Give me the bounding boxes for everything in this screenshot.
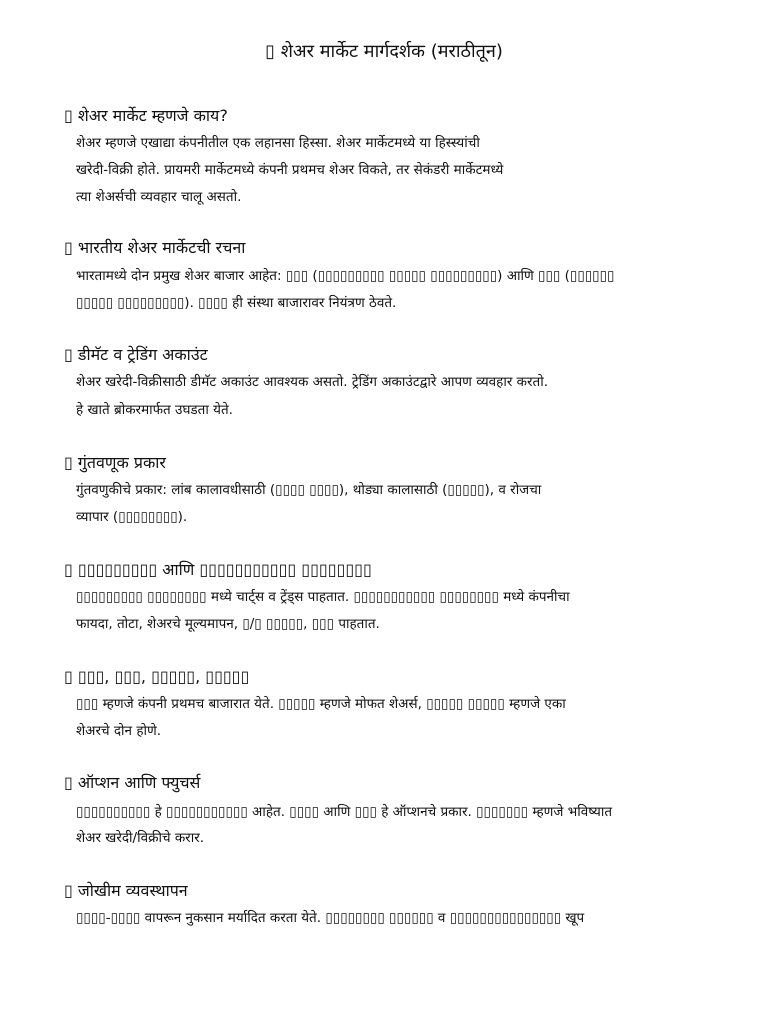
body-line: ▯▯▯▯▯ ▯▯▯▯▯▯▯▯▯). ▯▯▯▯ ही संस्था बाजारावर नियंत्रण ठेवते. xyxy=(76,295,397,311)
body-line: खरेदी-विक्री होते. प्रायमरी मार्केटमध्ये कंपनी प्रथमच शेअर विकते, तर सेकंडरी मार्केटमध्ये xyxy=(76,162,504,178)
body-line: हे खाते ब्रोकरमार्फत उघडता येते. xyxy=(76,402,233,418)
section-heading: ▯ शेअर मार्केट म्हणजे काय? xyxy=(64,106,228,125)
body-line: ▯▯▯▯-▯▯▯▯ वापरून नुकसान मर्यादित करता येते. ▯▯▯▯▯▯▯▯ ▯▯▯▯▯▯ व ▯▯▯▯▯▯▯▯▯▯▯▯▯▯▯ खूप xyxy=(76,910,585,926)
body-line: शेअर खरेदी/विक्रीचे करार. xyxy=(76,830,205,846)
body-line: शेअर खरेदी-विक्रीसाठी डीमॅट अकाउंट आवश्यक असतो. ट्रेडिंग अकाउंटद्वारे आपण व्यवहार करतो. xyxy=(76,374,549,390)
body-line: भारतामध्ये दोन प्रमुख शेअर बाजार आहेत: ▯▯▯ (▯▯▯▯▯▯▯▯▯ ▯▯▯▯▯ ▯▯▯▯▯▯▯▯▯) आणि ▯▯▯ (▯▯▯▯▯▯ xyxy=(76,268,615,284)
section-heading: ▯ ▯▯▯▯▯▯▯▯▯ आणि ▯▯▯▯▯▯▯▯▯▯▯ ▯▯▯▯▯▯▯▯ xyxy=(64,560,372,579)
document-title: ▯ शेअर मार्केट मार्गदर्शक (मराठीतून) xyxy=(265,41,503,62)
section-heading: ▯ गुंतवणूक प्रकार xyxy=(64,453,166,472)
section-heading: ▯ भारतीय शेअर मार्केटची रचना xyxy=(64,238,246,257)
body-line: फायदा, तोटा, शेअरचे मूल्यमापन, ▯/▯ ▯▯▯▯▯, ▯▯▯ पाहतात. xyxy=(76,616,380,632)
body-line: व्यापार (▯▯▯▯▯▯▯▯). xyxy=(76,509,188,525)
body-line: ▯▯▯▯▯▯▯▯▯▯ हे ▯▯▯▯▯▯▯▯▯▯▯ आहेत. ▯▯▯▯ आणि ▯▯▯ हे ऑप्शनचे प्रकार. ▯▯▯▯▯▯▯ म्हणजे भविष्यात xyxy=(76,804,613,820)
section-heading: ▯ ▯▯▯, ▯▯▯, ▯▯▯▯▯, ▯▯▯▯▯ xyxy=(64,667,250,686)
section-heading: ▯ ऑप्शन आणि फ्युचर्स xyxy=(64,773,201,792)
body-line: ▯▯▯ म्हणजे कंपनी प्रथमच बाजारात येते. ▯▯▯▯▯ म्हणजे मोफत शेअर्स, ▯▯▯▯▯ ▯▯▯▯▯ म्हणजे एका xyxy=(76,696,566,712)
body-line: त्या शेअर्सची व्यवहार चालू असतो. xyxy=(76,189,242,205)
body-line: गुंतवणुकीचे प्रकार: लांब कालावधीसाठी (▯▯▯▯ ▯▯▯▯), थोड्या कालासाठी (▯▯▯▯▯), व रोजचा xyxy=(76,482,542,498)
body-line: शेअर म्हणजे एखाद्या कंपनीतील एक लहानसा हिस्सा. शेअर मार्केटमध्ये या हिस्स्यांची xyxy=(76,135,480,151)
section-heading: ▯ जोखीम व्यवस्थापन xyxy=(64,881,188,900)
body-line: ▯▯▯▯▯▯▯▯▯ ▯▯▯▯▯▯▯▯ मध्ये चार्ट्स व ट्रेंड्स पाहतात. ▯▯▯▯▯▯▯▯▯▯▯ ▯▯▯▯▯▯▯▯ मध्ये कंपनीचा xyxy=(76,589,570,605)
section-heading: ▯ डीमॅट व ट्रेडिंग अकाउंट xyxy=(64,345,208,364)
body-line: शेअरचे दोन होणे. xyxy=(76,723,162,739)
